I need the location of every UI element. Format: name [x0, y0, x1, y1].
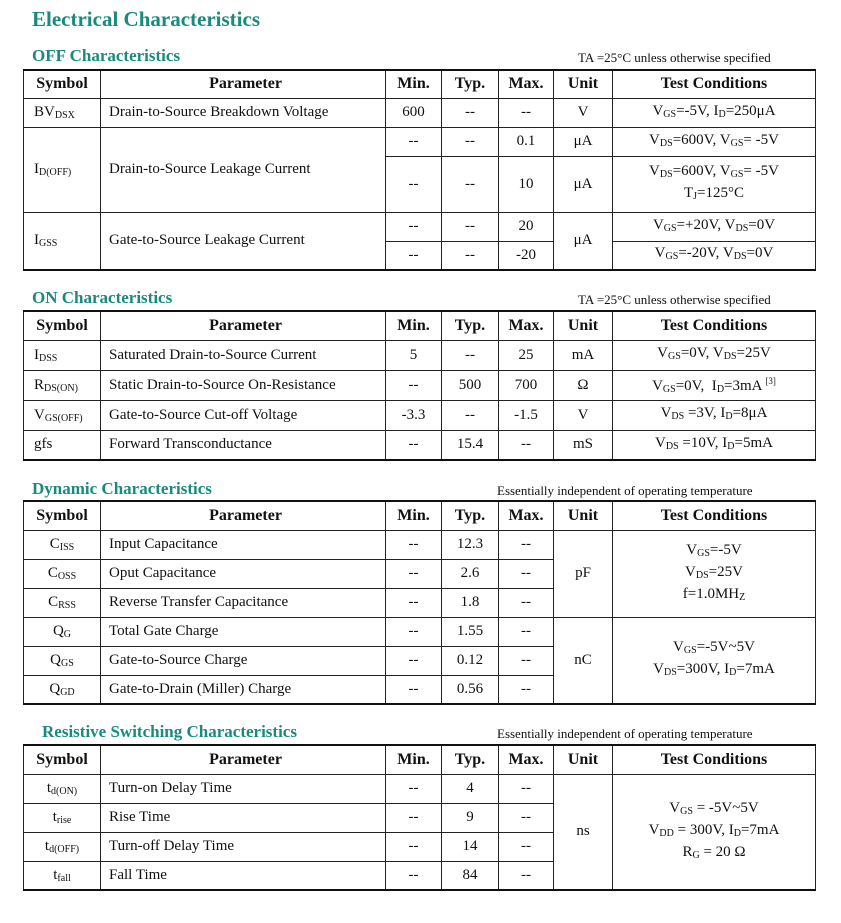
parameter-cell: Gate-to-Drain (Miller) Charge	[101, 675, 386, 704]
typ-cell: 1.55	[442, 617, 499, 646]
symbol-cell: $Q_{GS}$	[24, 646, 101, 675]
max-cell: --	[499, 430, 554, 460]
header-unit: Unit	[554, 501, 613, 530]
symbol-cell: $C_{OSS}$	[24, 559, 101, 588]
max-cell: --	[499, 530, 554, 559]
parameter-cell: Reverse Transfer Capacitance	[101, 588, 386, 617]
parameter-cell: Gate-to-Source Leakage Current	[101, 212, 386, 270]
unit-cell: μA	[554, 156, 613, 212]
conditions-cell: $V_{DS}=600V$, $V_{GS}= -5V$	[613, 127, 816, 156]
header-row	[24, 70, 816, 98]
header-row	[24, 501, 816, 530]
min-cell: --	[386, 241, 442, 270]
dynamic-table	[23, 500, 816, 705]
dynamic-note: Essentially independent of operating temperature	[497, 483, 753, 498]
unit-cell: mS	[554, 430, 613, 460]
typ-cell: 4	[442, 774, 499, 803]
typ-cell: 500	[442, 370, 499, 400]
table-row	[24, 400, 816, 430]
parameter-cell: Total Gate Charge	[101, 617, 386, 646]
typ-cell: 2.6	[442, 559, 499, 588]
conditions-cell: $V_{GS}=0V$, $V_{DS}=25V$	[613, 340, 816, 370]
header-max: Max.	[499, 311, 554, 340]
typ-cell: --	[442, 127, 499, 156]
header-typ: Typ.	[442, 501, 499, 530]
header-symbol: Symbol	[24, 501, 101, 530]
parameter-cell: Turn-off Delay Time	[101, 832, 386, 861]
symbol-cell: $t_{d(OFF)}$	[24, 832, 101, 861]
header-min: Min.	[386, 745, 442, 774]
min-cell: --	[386, 646, 442, 675]
table-row	[24, 774, 816, 803]
typ-cell: 14	[442, 832, 499, 861]
symbol-cell: $t_{fall}$	[24, 861, 101, 890]
header-unit: Unit	[554, 311, 613, 340]
table-row	[24, 530, 816, 559]
symbol-cell: $Q_G$	[24, 617, 101, 646]
parameter-cell: Rise Time	[101, 803, 386, 832]
header-parameter: Parameter	[101, 311, 386, 340]
header-parameter: Parameter	[101, 70, 386, 98]
max-cell: 20	[499, 212, 554, 241]
min-cell: --	[386, 803, 442, 832]
header-min: Min.	[386, 311, 442, 340]
max-cell: 700	[499, 370, 554, 400]
min-cell: --	[386, 156, 442, 212]
header-conditions: Test Conditions	[613, 70, 816, 98]
symbol-cell: $I_{GSS}$	[24, 212, 101, 270]
conditions-cell: $V_{GS}=0V$, $I_D=3mA$ [3]	[613, 370, 816, 400]
unit-cell: mA	[554, 340, 613, 370]
min-cell: --	[386, 588, 442, 617]
symbol-cell: $C_{ISS}$	[24, 530, 101, 559]
parameter-cell: Saturated Drain-to-Source Current	[101, 340, 386, 370]
min-cell: --	[386, 617, 442, 646]
max-cell: --	[499, 803, 554, 832]
header-symbol: Symbol	[24, 311, 101, 340]
table-row	[24, 212, 816, 241]
parameter-cell: Static Drain-to-Source On-Resistance	[101, 370, 386, 400]
unit-cell: μA	[554, 127, 613, 156]
unit-cell: ns	[554, 774, 613, 890]
on-section-title: ON Characteristics	[32, 288, 173, 307]
unit-cell: μA	[554, 212, 613, 270]
parameter-cell: Gate-to-Source Cut-off Voltage	[101, 400, 386, 430]
table-row	[24, 340, 816, 370]
header-typ: Typ.	[442, 70, 499, 98]
max-cell: 10	[499, 156, 554, 212]
min-cell: -3.3	[386, 400, 442, 430]
parameter-cell: Fall Time	[101, 861, 386, 890]
typ-cell: --	[442, 98, 499, 127]
conditions-cell: $V_{GS}=-5V\sim 5V$ $V_{DS}=300V$, $I_D=7mA$	[613, 617, 816, 704]
conditions-cell: $V_{DS}=600V$, $V_{GS}= -5V$ $T_J=125^\circ C$	[613, 156, 816, 212]
off-note: TA =25°C unless otherwise specified	[578, 50, 771, 65]
min-cell: 600	[386, 98, 442, 127]
unit-cell: V	[554, 98, 613, 127]
off-section-title: OFF Characteristics	[32, 46, 181, 65]
min-cell: --	[386, 370, 442, 400]
header-conditions: Test Conditions	[613, 745, 816, 774]
symbol-cell: gfs	[24, 430, 101, 460]
switching-table	[23, 744, 816, 891]
max-cell: 0.1	[499, 127, 554, 156]
header-parameter: Parameter	[101, 745, 386, 774]
header-conditions: Test Conditions	[613, 311, 816, 340]
header-max: Max.	[499, 745, 554, 774]
header-min: Min.	[386, 501, 442, 530]
header-max: Max.	[499, 70, 554, 98]
conditions-cell: $V_{DS} =3V$, $I_D=8\mu A$	[613, 400, 816, 430]
max-cell: --	[499, 588, 554, 617]
header-row	[24, 745, 816, 774]
table-row	[24, 370, 816, 400]
max-cell: --	[499, 861, 554, 890]
conditions-cell: $V_{GS}=-5V$ $V_{DS}=25V$ $f=1.0MH_Z$	[613, 530, 816, 617]
header-symbol: Symbol	[24, 745, 101, 774]
header-symbol: Symbol	[24, 70, 101, 98]
typ-cell: --	[442, 400, 499, 430]
typ-cell: --	[442, 340, 499, 370]
max-cell: --	[499, 675, 554, 704]
min-cell: --	[386, 832, 442, 861]
min-cell: --	[386, 559, 442, 588]
unit-cell: Ω	[554, 370, 613, 400]
symbol-cell: $t_{d(ON)}$	[24, 774, 101, 803]
conditions-cell: $V_{GS}=-20V$, $V_{DS}=0V$	[613, 241, 816, 270]
parameter-cell: Oput Capacitance	[101, 559, 386, 588]
typ-cell: 12.3	[442, 530, 499, 559]
max-cell: --	[499, 617, 554, 646]
header-unit: Unit	[554, 70, 613, 98]
max-cell: --	[499, 559, 554, 588]
table-row	[24, 98, 816, 127]
parameter-cell: Gate-to-Source Charge	[101, 646, 386, 675]
symbol-cell: $Q_{GD}$	[24, 675, 101, 704]
max-cell: -1.5	[499, 400, 554, 430]
header-row	[24, 311, 816, 340]
typ-cell: 84	[442, 861, 499, 890]
symbol-cell: $t_{rise}$	[24, 803, 101, 832]
min-cell: --	[386, 127, 442, 156]
conditions-cell: $V_{GS}=+20V$, $V_{DS}=0V$	[613, 212, 816, 241]
min-cell: --	[386, 430, 442, 460]
max-cell: --	[499, 646, 554, 675]
header-unit: Unit	[554, 745, 613, 774]
parameter-cell: Input Capacitance	[101, 530, 386, 559]
parameter-cell: Forward Transconductance	[101, 430, 386, 460]
typ-cell: 9	[442, 803, 499, 832]
on-note: TA =25°C unless otherwise specified	[578, 292, 771, 307]
typ-cell: 15.4	[442, 430, 499, 460]
conditions-cell: $V_{GS}=-5V$, $I_D=250\mu A$	[613, 98, 816, 127]
parameter-cell: Turn-on Delay Time	[101, 774, 386, 803]
max-cell: --	[499, 98, 554, 127]
unit-cell: V	[554, 400, 613, 430]
conditions-cell: $V_{GS}$ = -5V~5V $V_{DD} = 300V$, $I_D=7mA$ $R_G = 20$ Ω	[613, 774, 816, 890]
min-cell: --	[386, 530, 442, 559]
min-cell: --	[386, 774, 442, 803]
typ-cell: 0.56	[442, 675, 499, 704]
table-row	[24, 430, 816, 460]
min-cell: --	[386, 212, 442, 241]
header-typ: Typ.	[442, 745, 499, 774]
symbol-cell: $R_{DS(ON)}$	[24, 370, 101, 400]
unit-cell: nC	[554, 617, 613, 704]
header-typ: Typ.	[442, 311, 499, 340]
min-cell: --	[386, 861, 442, 890]
page-title: Electrical Characteristics	[32, 7, 260, 31]
symbol-cell: $I_{DSS}$	[24, 340, 101, 370]
typ-cell: --	[442, 212, 499, 241]
symbol-cell: $I_{D(OFF)}$	[24, 127, 101, 212]
parameter-cell: Drain-to-Source Leakage Current	[101, 127, 386, 212]
parameter-cell: Drain-to-Source Breakdown Voltage	[101, 98, 386, 127]
header-parameter: Parameter	[101, 501, 386, 530]
min-cell: --	[386, 675, 442, 704]
symbol-cell: $V_{GS(OFF)}$	[24, 400, 101, 430]
header-max: Max.	[499, 501, 554, 530]
dynamic-section-title: Dynamic Characteristics	[32, 479, 212, 498]
conditions-cell: $V_{DS} =10V$, $I_D=5mA$	[613, 430, 816, 460]
max-cell: -20	[499, 241, 554, 270]
switching-section-title: Resistive Switching Characteristics	[42, 722, 297, 741]
max-cell: --	[499, 774, 554, 803]
symbol-cell: $C_{RSS}$	[24, 588, 101, 617]
switching-note: Essentially independent of operating temperature	[497, 726, 753, 741]
unit-cell: pF	[554, 530, 613, 617]
max-cell: --	[499, 832, 554, 861]
table-row	[24, 127, 816, 156]
header-min: Min.	[386, 70, 442, 98]
typ-cell: 1.8	[442, 588, 499, 617]
max-cell: 25	[499, 340, 554, 370]
min-cell: 5	[386, 340, 442, 370]
typ-cell: --	[442, 241, 499, 270]
on-table	[23, 310, 816, 461]
symbol-cell: $BV_{DSX}$	[24, 98, 101, 127]
typ-cell: --	[442, 156, 499, 212]
header-conditions: Test Conditions	[613, 501, 816, 530]
typ-cell: 0.12	[442, 646, 499, 675]
off-table	[23, 69, 816, 271]
table-row	[24, 617, 816, 646]
